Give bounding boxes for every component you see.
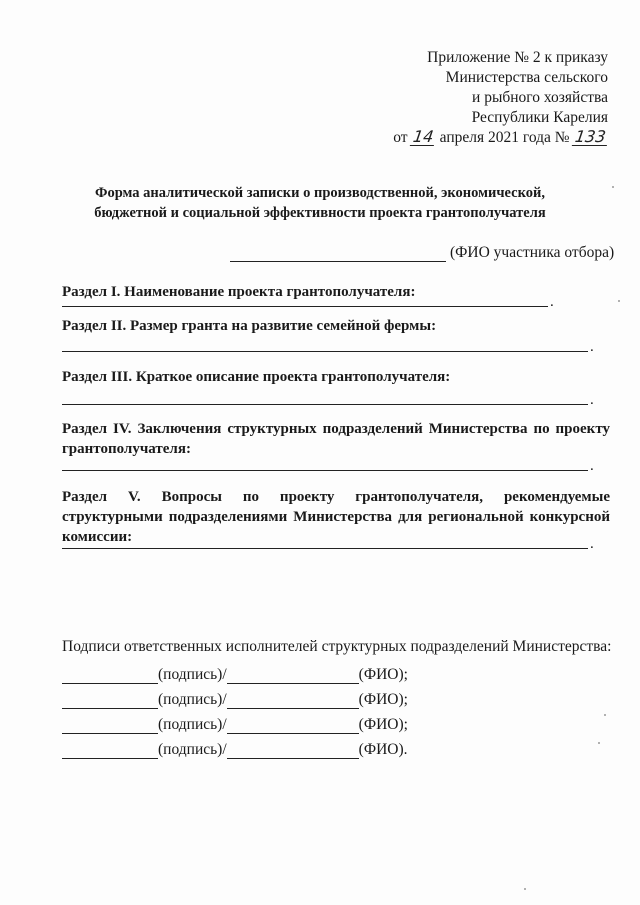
signature-label: (подпись)/ [158,691,227,708]
form-title [60,183,580,223]
signature-label: (подпись)/ [158,741,227,758]
name-label: (ФИО). [358,741,408,758]
scan-speck [524,888,526,890]
section-4-fill-line[interactable] [62,470,588,471]
form-title-line-1: Форма аналитической записки о производственной, экономической, [94,185,545,201]
name-blank[interactable] [227,717,359,734]
participant-fio-blank[interactable] [230,245,446,262]
signature-row [62,691,408,709]
signature-blank[interactable] [62,742,158,759]
section-4-end-mark: . [590,458,594,474]
annex-line-2: Министерства сельского [445,69,608,86]
name-blank[interactable] [227,692,359,709]
signature-blank[interactable] [62,717,158,734]
section-2-fill-line[interactable] [62,351,588,352]
name-label: (ФИО); [358,716,408,733]
section-3-end-mark: . [590,392,594,408]
date-middle: апреля 2021 года № [439,129,570,146]
scan-speck [612,186,614,188]
section-1-heading: Раздел I. Наименование проекта грантополучателя: [62,284,416,300]
section-5-heading: Раздел V. Вопросы по проекту грантополучателя, рекомендуемые структурными подразделениями Министерства для региональной конкурсной комиссии: [62,489,610,545]
handwritten-order-number: 133 [574,127,608,146]
name-label: (ФИО); [358,666,408,683]
section-2-end-mark: . [590,339,594,355]
signature-label: (подпись)/ [158,716,227,733]
annex-header [393,48,608,148]
signature-row [62,666,408,684]
annex-line-4: Республики Карелия [471,109,608,126]
section-1-fill-line[interactable] [62,306,548,307]
section-4-heading: Раздел IV. Заключения структурных подразделений Министерства по проекту грантополучателя: [62,421,610,457]
scan-speck [618,300,620,302]
scan-speck [598,742,600,744]
annex-date-line [393,128,608,148]
section-5-fill-line[interactable] [62,548,588,549]
handwritten-day: 14 [412,127,436,146]
section-2-heading: Раздел II. Размер гранта на развитие семейной фермы: [62,318,437,334]
section-3-heading: Раздел III. Краткое описание проекта грантополучателя: [62,369,451,385]
date-prefix: от [393,129,408,146]
annex-line-3: и рыбного хозяйства [472,89,608,106]
signature-blank[interactable] [62,667,158,684]
signature-row [62,716,408,734]
scan-speck [604,714,606,716]
name-label: (ФИО); [358,691,408,708]
name-blank[interactable] [227,742,359,759]
signature-label: (подпись)/ [158,666,227,683]
section-3-fill-line[interactable] [62,404,588,405]
section-1-end-mark: . [550,294,554,310]
name-blank[interactable] [227,667,359,684]
participant-fio-label: (ФИО участника отбора) [450,244,615,261]
section-5-end-mark: . [590,536,594,552]
signatures-heading: Подписи ответственных исполнителей структурных подразделений Министерства: [62,638,612,655]
annex-line-1: Приложение № 2 к приказу [427,49,608,66]
signature-row [62,741,408,759]
participant-fio-line [230,244,614,262]
form-title-line-2: бюджетной и социальной эффективности проекта грантополучателя [94,205,546,221]
signature-blank[interactable] [62,692,158,709]
